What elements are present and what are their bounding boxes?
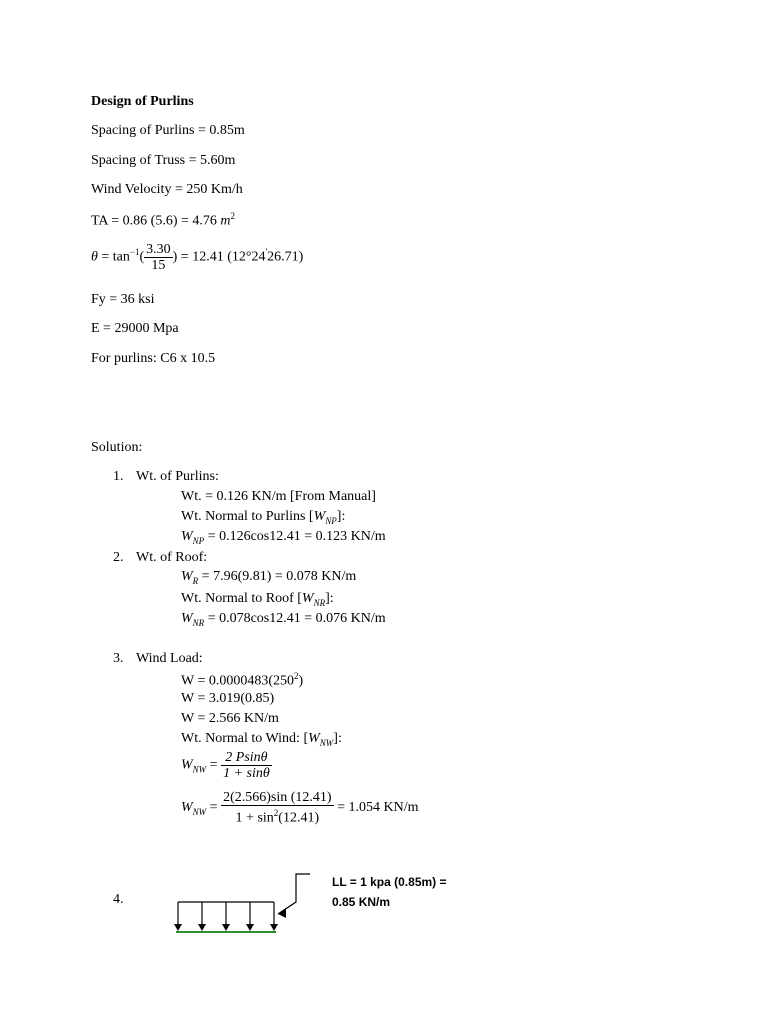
list-number-1: 1.: [113, 469, 124, 484]
yield-strength: Fy = 36 ksi: [91, 292, 155, 307]
purlin-normal-value: $W_{NP} = 0.126\cos 12.41 = 0.123$ KN/m: [181, 529, 386, 546]
theta-equation: $\theta = \tan^{-1}$( $\frac{3.30}{15}$ ) = 12.41 (12°24'26.71): [91, 242, 304, 273]
purlin-section: For purlins: C6 x 10.5: [91, 351, 216, 366]
solution-heading: Solution:: [91, 440, 143, 455]
list-item-purlins: Wt. of Purlins:: [136, 469, 219, 484]
purlin-weight: Wt. = 0.126 KN/m [From Manual]: [181, 489, 376, 504]
modulus-elasticity: E = 29000 Mpa: [91, 321, 179, 336]
list-item-roof: Wt. of Roof:: [136, 550, 208, 565]
list-item-wind: Wind Load:: [136, 651, 203, 666]
wind-load-value: W = 2.566 KN/m: [181, 711, 279, 726]
wind-normal-formula: $W_{NW}$ = $\frac{2 Psin\theta}{1 + \sin\theta}$: [181, 750, 270, 781]
live-load-callout: [332, 872, 447, 912]
list-number-4: 4.: [113, 892, 124, 907]
list-number-2: 2.: [113, 550, 124, 565]
wind-normal-label: Wt. Normal to Wind: $[W_{NW}]$:: [181, 731, 342, 748]
roof-normal-label: Wt. Normal to Roof $[W_{NR}]$:: [181, 591, 334, 608]
live-load-line-2: 0.85 KN/m: [332, 895, 391, 909]
spacing-truss: Spacing of Truss = 5.60m: [91, 153, 236, 168]
wind-load-calc: W = 3.019(0.85): [181, 691, 275, 706]
callout-leader-line: [278, 874, 310, 914]
tributary-area: TA = 0.86 (5.6) = 4.76 $m^2$: [91, 211, 236, 229]
live-load-line-1: LL = 1 kpa (0.85m) =: [332, 875, 447, 889]
page-title: Design of Purlins: [91, 94, 194, 109]
purlin-normal-label: Wt. Normal to Purlins $[W_{NP}]$:: [181, 509, 346, 526]
roof-normal-value: $W_{NR} = 0.078\cos 12.41 = 0.076$ KN/m: [181, 611, 386, 628]
wind-velocity: Wind Velocity = 250 Km/h: [91, 182, 243, 197]
spacing-purlins: Spacing of Purlins = 0.85m: [91, 123, 245, 138]
list-number-3: 3.: [113, 651, 124, 666]
wind-normal-result: $W_{NW}$ = $\frac{2(2.566)\sin (12.41)}{1 + \sin^2(12.41)}$ = 1.054 KN/m: [181, 790, 419, 826]
roof-weight: $W_R = 7.96(9.81) = 0.078$ KN/m: [181, 569, 357, 586]
live-load-diagram: [170, 868, 310, 940]
load-arrows: [174, 902, 278, 931]
wind-pressure: $W = 0.0000483(250^2)$: [181, 671, 304, 689]
